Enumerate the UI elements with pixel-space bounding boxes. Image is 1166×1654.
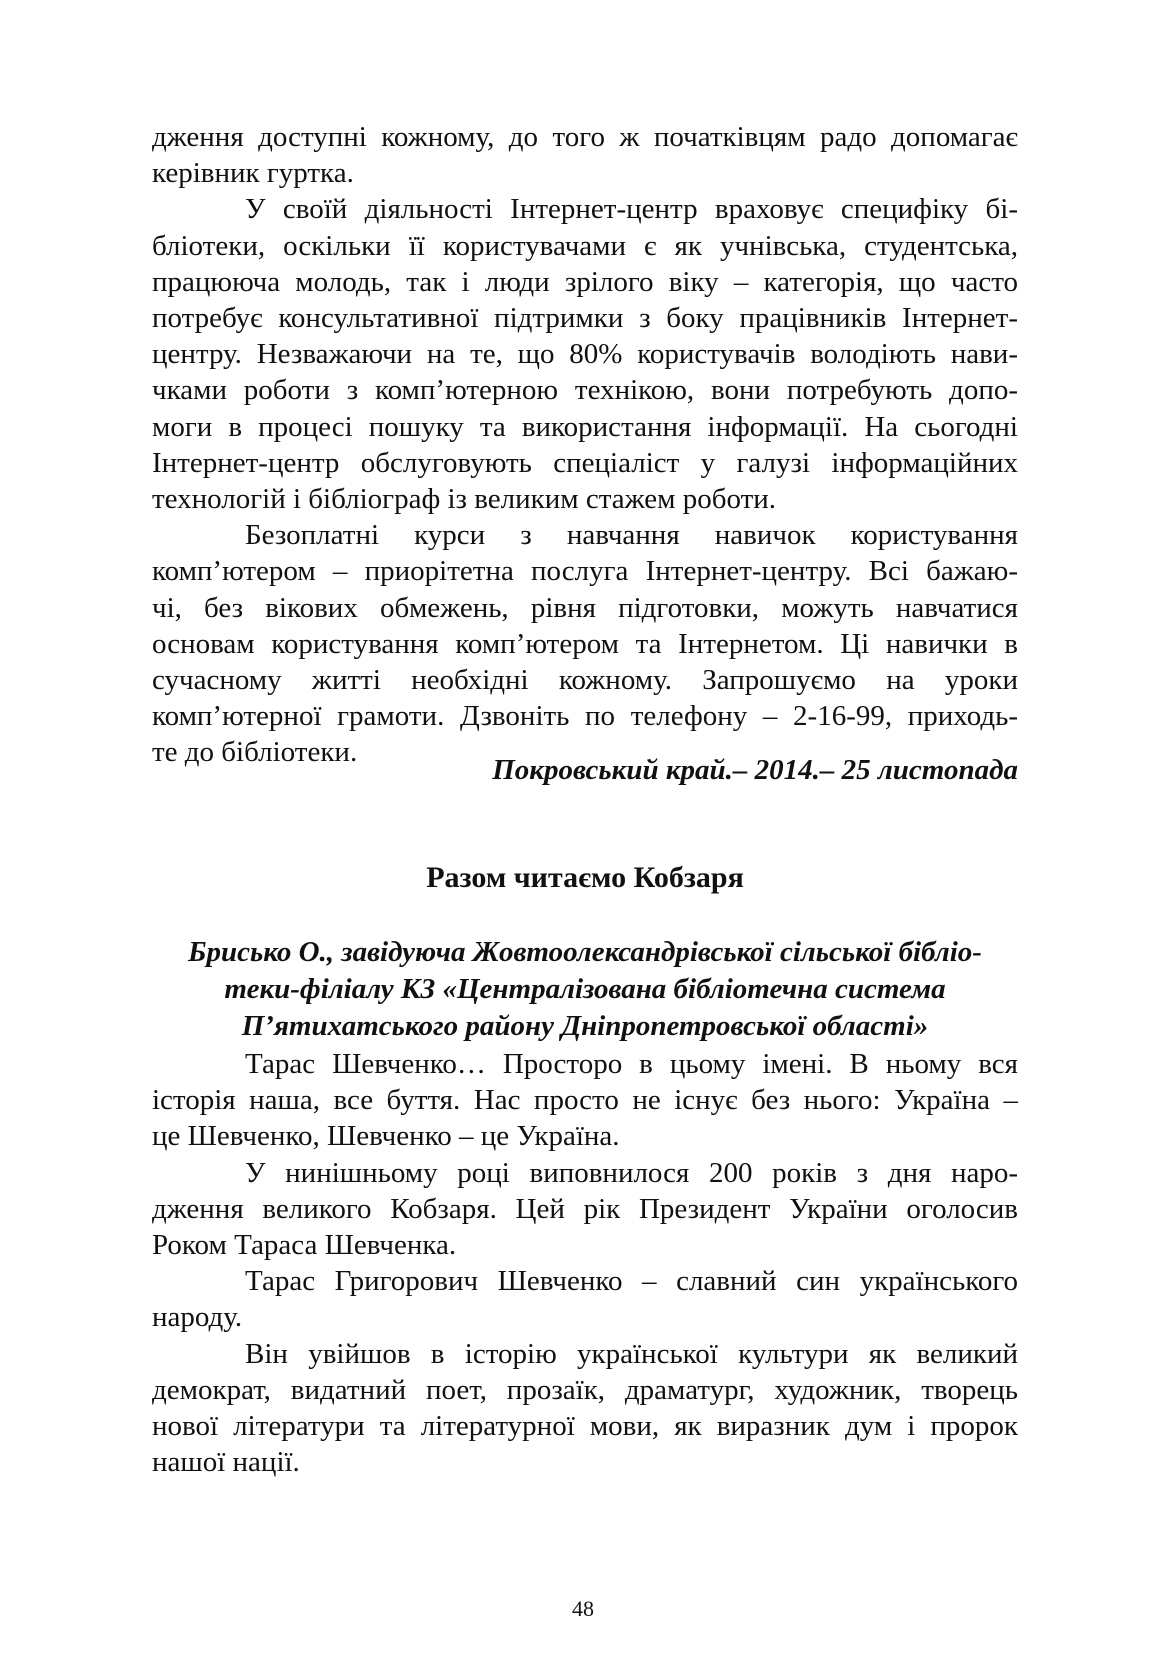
text-line: Тарас Григорович Шевченко – славний син українського [245,1265,1018,1298]
text-line: демократ, видатний поет, прозаїк, драматург, художник, творець [152,1373,1018,1406]
article-title: Разом читаємо Кобзаря [426,861,744,894]
text-line: Він увійшов в історію української культури як великий [245,1337,1018,1370]
page-number: 48 [572,1596,594,1621]
text-line: У своїй діяльності Інтернет-центр враховує специфіку бі- [245,193,1018,226]
text-line: Роком Тараса Шевченка. [152,1229,457,1262]
text-line: дження доступні кожному, до того ж початківцям радо допомагає [152,121,1018,153]
text-line: нової літератури та літературної мови, як виразник дум і пророк [152,1410,1018,1443]
text-line: дження великого Кобзаря. Цей рік Президент України оголосив [152,1192,1018,1225]
text-line: Інтернет-центр обслуговують спеціаліст у галузі інформаційних [152,446,1018,479]
paragraph [152,1155,1018,1264]
text-line: центру. Незважаючи на те, що 80% користувачів володіють нави- [152,338,1018,371]
text-line: комп’ютерної грамоти. Дзвоніть по телефону – 2-16-99, приходь- [152,700,1018,733]
source-citation: Покровський край.– 2014.– 25 листопада [492,754,1018,786]
text-line: потребує консультативної підтримки з боку працівників Інтернет- [152,302,1018,335]
article-author [152,934,1018,1045]
text-line: сучасному житті необхідні кожному. Запрошуємо на уроки [152,664,1018,697]
author-line: теки-філіалу КЗ «Централізована бібліотечна система [224,973,946,1005]
paragraph [152,1263,1018,1335]
text-line: народу. [152,1301,243,1334]
author-line: П’ятихатського району Дніпропетровської області» [241,1010,929,1042]
text-line: історія наша, все буття. Нас просто не існує без нього: Україна – [152,1084,1018,1117]
paragraph [152,1046,1018,1155]
text-line: чками роботи з комп’ютерною технікою, вони потребують допо- [152,374,1018,407]
text-line: нашої нації. [152,1446,300,1479]
text-line: комп’ютером – приорітетна послуга Інтернет-центру. Всі бажаю- [152,555,1018,588]
paragraph [152,1336,1018,1481]
paragraph [152,119,1018,191]
paragraph [152,517,1018,770]
article-continuation [152,119,1018,771]
author-line: Брисько О., завідуюча Жовтоолександрівської сільської бібліо- [188,936,982,968]
text-line: У нинішньому році виповнилося 200 років з дня наро- [245,1156,1018,1189]
text-line: основам користування комп’ютером та Інтернетом. Ці навички в [152,627,1018,660]
paragraph [152,191,1018,517]
text-line: керівник гуртка. [152,157,354,190]
text-line: технологій і бібліограф із великим стажем роботи. [152,483,777,516]
text-line: бліотеки, оскільки її користувачами є як учнівська, студентська, [152,229,1018,262]
text-line: те до бібліотеки. [152,736,358,769]
text-line: чі, без вікових обмежень, рівня підготовки, можуть навчатися [152,591,1018,624]
text-line: моги в процесі пошуку та використання інформації. На сьогодні [152,410,1018,443]
text-line: це Шевченко, Шевченко – це Україна. [152,1120,620,1153]
text-line: Безоплатні курси з навчання навичок користування [245,519,1018,552]
text-line: Тарас Шевченко… Просторо в цьому імені. В ньому вся [245,1048,1018,1080]
article-body [152,1046,1018,1480]
text-line: працююча молодь, так і люди зрілого віку – категорія, що часто [152,265,1018,298]
